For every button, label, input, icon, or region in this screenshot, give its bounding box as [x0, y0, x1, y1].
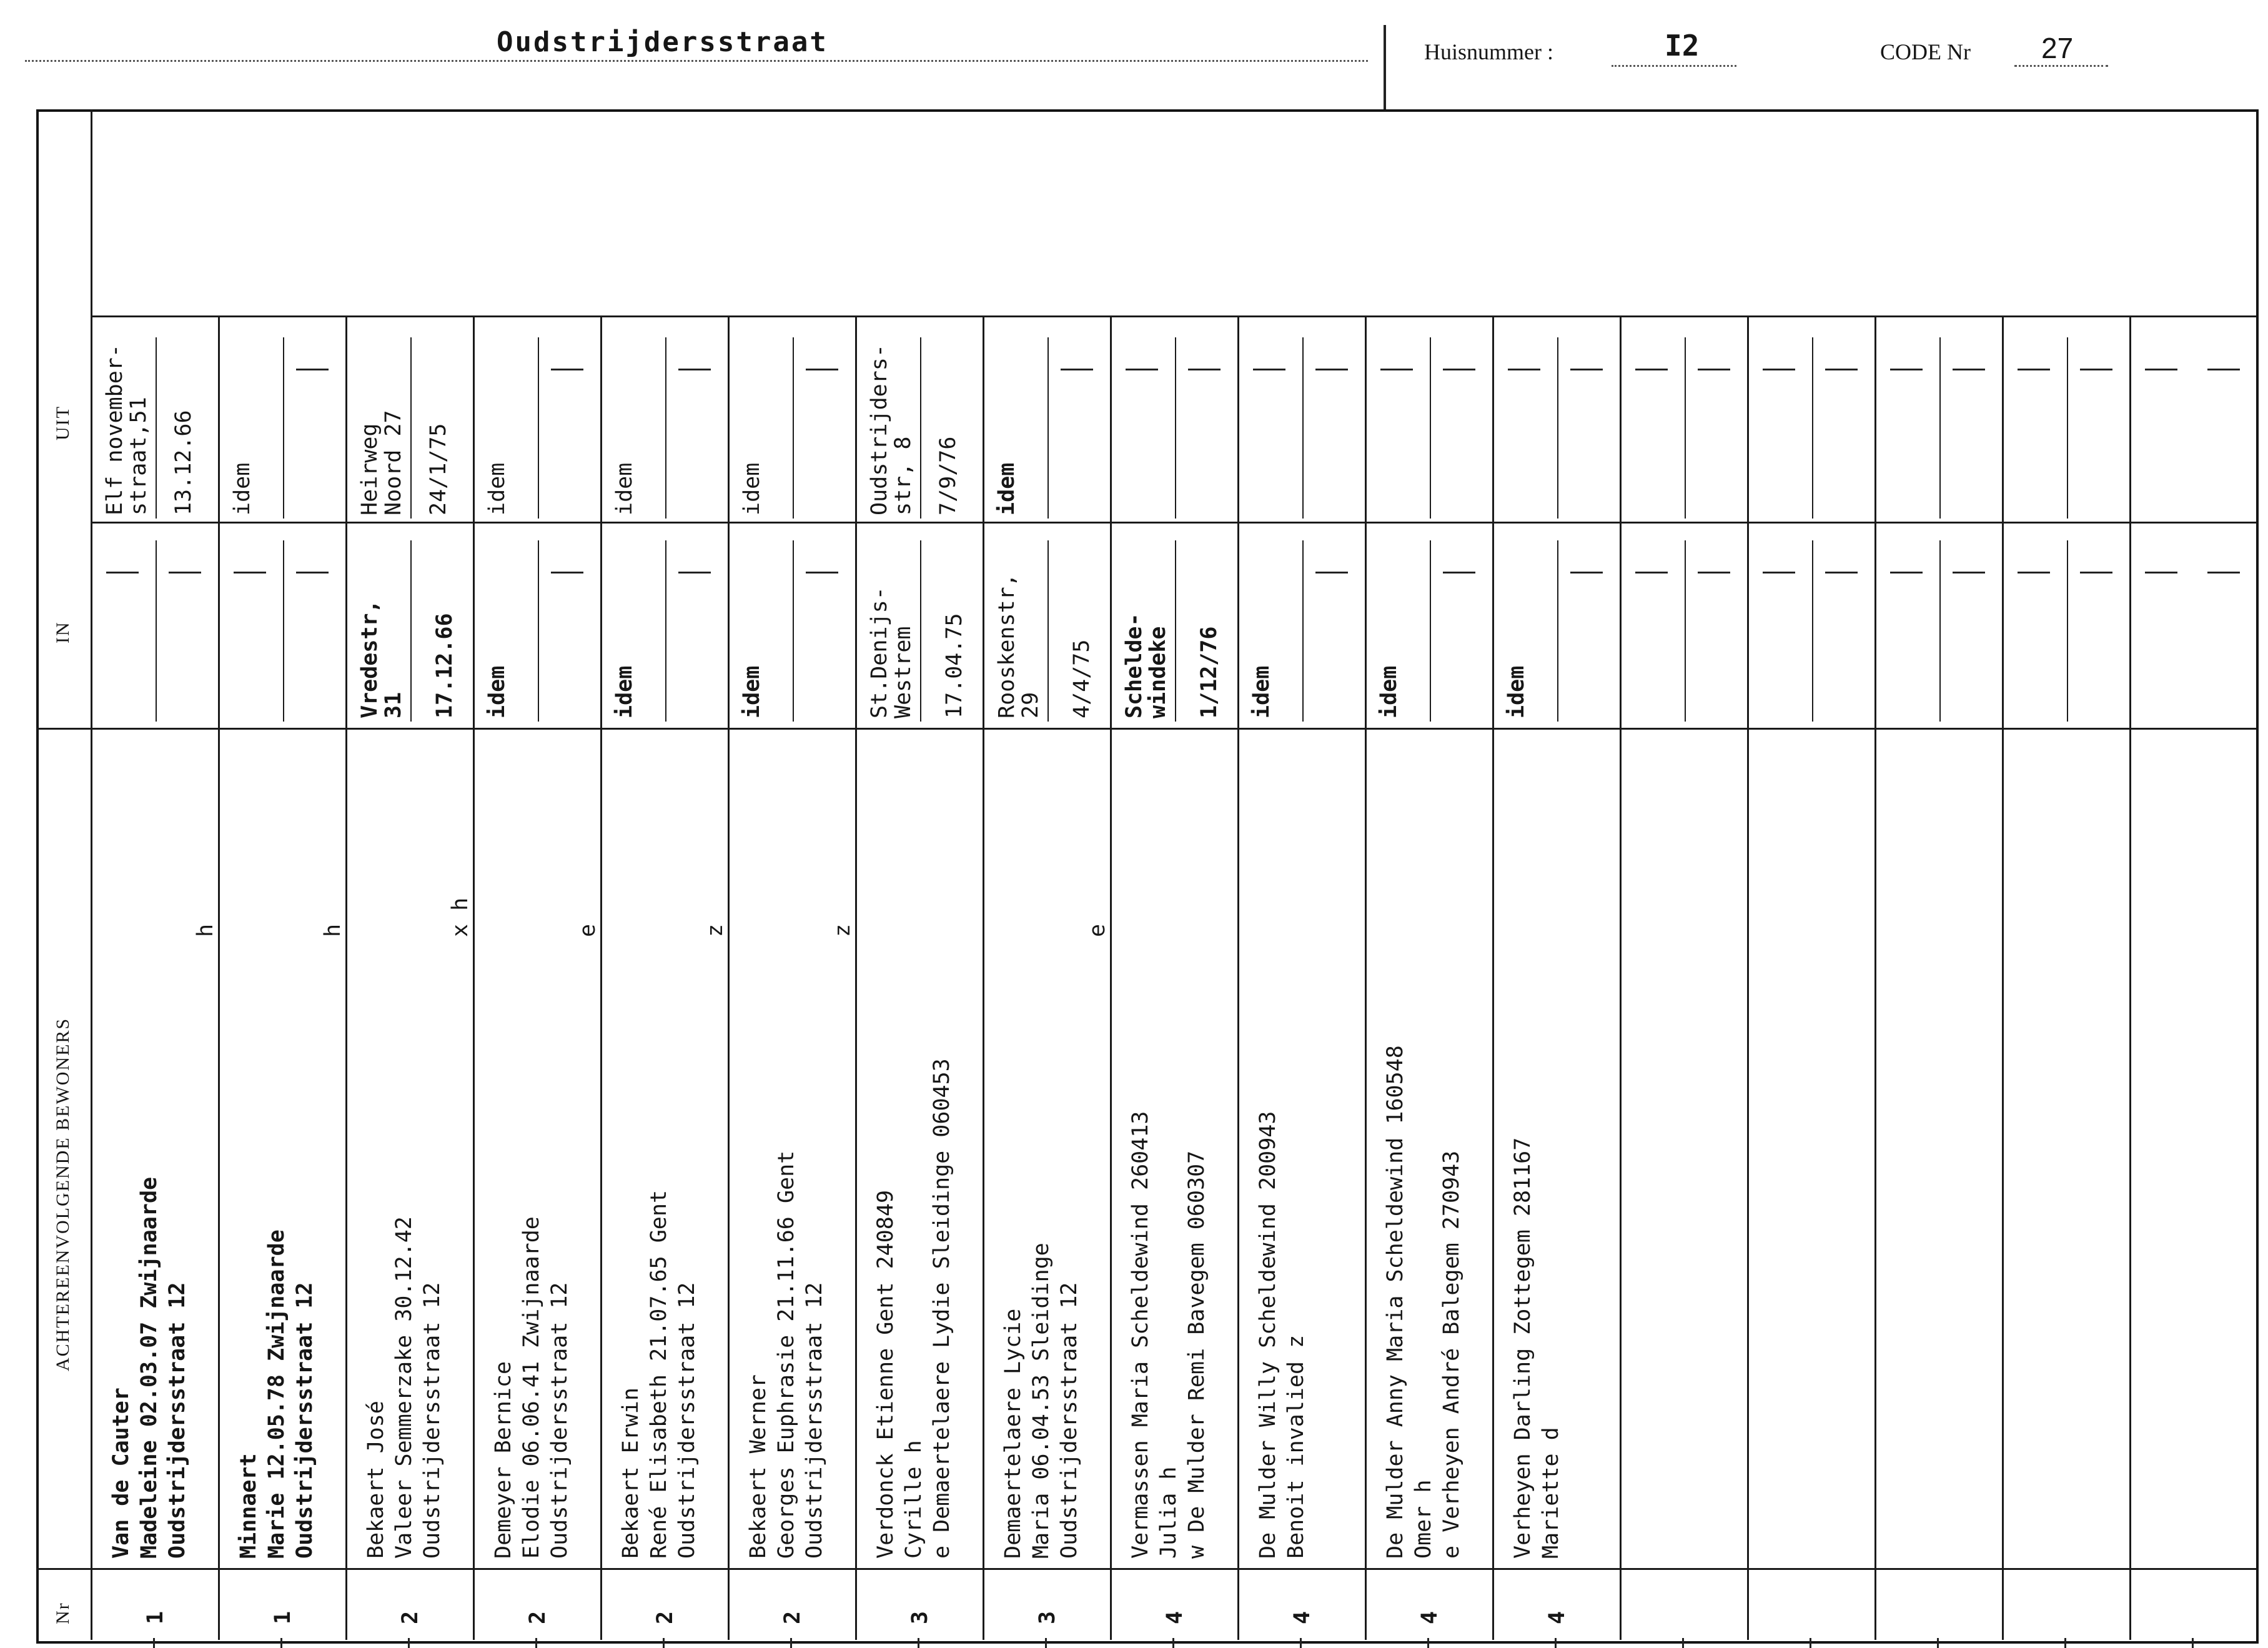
uit-address: str, 8: [891, 436, 916, 515]
subcolumn-divider: [1175, 540, 1176, 722]
row-number: 2: [780, 1611, 805, 1624]
row-number: 3: [908, 1611, 933, 1624]
empty-cell-dash: [806, 572, 838, 573]
label-nr: Nr: [52, 1602, 73, 1624]
resident-line: Verheyen Darling Zottegem 281167: [1510, 1137, 1535, 1559]
in-address: Schelde-: [1122, 613, 1147, 718]
in-date: 4/4/75: [1069, 639, 1094, 718]
empty-cell-dash: [2018, 369, 2050, 370]
uit-date: 7/9/76: [936, 436, 961, 515]
empty-cell-dash: [296, 572, 329, 573]
uit-address: idem: [740, 462, 765, 515]
subcolumn-divider: [2067, 337, 2068, 519]
uit-address: idem: [612, 462, 637, 515]
resident-marker: z: [703, 923, 728, 937]
empty-cell-dash: [1698, 369, 1730, 370]
resident-marker: h: [193, 923, 218, 937]
uit-address: Elf november-: [102, 344, 127, 515]
in-address: Vredestr,: [357, 600, 382, 718]
huisnummer-label: Huisnummer :: [1424, 39, 1553, 64]
empty-cell-dash: [551, 572, 583, 573]
bottom-tick: [790, 1638, 792, 1648]
resident-line: Maria 06.04.53 Sleidinge: [1029, 1243, 1054, 1559]
empty-cell-dash: [1698, 572, 1730, 573]
in-address: Westrem: [891, 626, 916, 718]
empty-cell-dash: [1443, 369, 1475, 370]
empty-cell-dash: [1380, 369, 1413, 370]
row-number: 4: [1290, 1611, 1315, 1624]
resident-line: Bekaert Werner: [746, 1374, 771, 1559]
code-dotted-line: [2014, 65, 2108, 67]
empty-cell-dash: [1570, 369, 1603, 370]
resident-line: Demaertelaere Lycie: [1001, 1308, 1026, 1559]
in-address: 31: [381, 692, 406, 718]
uit-address: idem: [230, 462, 255, 515]
empty-cell-dash: [1188, 369, 1221, 370]
in-address: idem: [485, 665, 510, 718]
subcolumn-divider: [1939, 337, 1941, 519]
in-address: Rooskenstr,: [994, 573, 1019, 718]
subcolumn-divider: [1175, 337, 1176, 519]
subcolumn-divider: [1302, 540, 1304, 722]
resident-line: Cyrille h: [901, 1440, 926, 1559]
resident-marker: e: [575, 923, 600, 937]
resident-line: Mariette d: [1538, 1427, 1563, 1559]
bottom-tick: [2064, 1638, 2066, 1648]
bottom-tick: [1300, 1638, 1302, 1648]
in-address: idem: [740, 665, 765, 718]
empty-cell-dash: [678, 572, 711, 573]
subcolumn-divider: [1685, 540, 1686, 722]
column-divider: [1874, 315, 1876, 1640]
subcolumn-divider: [1812, 540, 1813, 722]
in-address: St.Denijs-: [867, 587, 892, 718]
resident-line: Marie 12.05.78 Zwijnaarde: [264, 1229, 289, 1559]
in-address: idem: [1249, 665, 1274, 718]
street-dotted-line: [25, 60, 1368, 62]
row-number: 1: [143, 1611, 168, 1624]
uit-address: idem: [994, 462, 1019, 515]
resident-line: Elodie 06.06.41 Zwijnaarde: [519, 1216, 544, 1559]
header-separator: [1384, 25, 1386, 109]
resident-marker: z: [830, 923, 855, 937]
resident-line: Bekaert José: [364, 1401, 389, 1559]
empty-cell-dash: [2207, 572, 2240, 573]
subcolumn-divider: [1812, 337, 1813, 519]
empty-cell-dash: [1443, 572, 1475, 573]
empty-cell-dash: [1126, 369, 1158, 370]
label-bewoners: ACHTEREENVOLGENDE BEWONERS: [52, 1017, 73, 1371]
resident-marker: x h: [448, 897, 473, 937]
street-name: Oudstrijdersstraat: [497, 26, 828, 58]
subcolumn-divider: [1302, 337, 1304, 519]
column-divider: [473, 315, 475, 1640]
column-divider: [218, 315, 220, 1640]
resident-marker: e: [1085, 923, 1110, 937]
empty-cell-dash: [106, 572, 139, 573]
empty-cell-dash: [2080, 572, 2112, 573]
resident-line: Benoit invalied z: [1284, 1334, 1309, 1559]
subcolumn-divider: [283, 337, 284, 519]
resident-line: Madeleine 02.03.07 Zwijnaarde: [137, 1176, 162, 1559]
uit-address: straat,51: [126, 397, 151, 515]
subcolumn-divider: [156, 540, 157, 722]
resident-line: Oudstrijdersstraat 12: [1057, 1282, 1082, 1559]
resident-line: e Verheyen André Balegem 270943: [1439, 1150, 1464, 1559]
subcolumn-divider: [1685, 337, 1686, 519]
empty-cell-dash: [1825, 572, 1858, 573]
bottom-tick: [408, 1638, 410, 1648]
in-address: idem: [1377, 665, 1402, 718]
bottom-tick: [1937, 1638, 1939, 1648]
resident-line: Oudstrijdersstraat 12: [165, 1282, 190, 1559]
empty-cell-dash: [1508, 369, 1540, 370]
huisnummer-dotted-line: [1612, 65, 1736, 67]
label-uit: UIT: [52, 405, 73, 440]
resident-line: Van de Cauter: [109, 1387, 134, 1559]
bottom-tick: [535, 1638, 537, 1648]
column-divider: [1365, 315, 1367, 1640]
bottom-tick: [1682, 1638, 1684, 1648]
empty-cell-dash: [1763, 369, 1795, 370]
empty-cell-dash: [296, 369, 329, 370]
row-number: 2: [653, 1611, 678, 1624]
empty-cell-dash: [1890, 369, 1923, 370]
uit-date: 13.12.66: [171, 410, 196, 515]
bottom-tick: [153, 1638, 155, 1648]
empty-cell-dash: [1635, 572, 1668, 573]
bottom-tick: [280, 1638, 282, 1648]
empty-cell-dash: [2145, 572, 2177, 573]
row-number: 4: [1417, 1611, 1442, 1624]
bottom-tick: [1555, 1638, 1557, 1648]
bottom-tick: [1172, 1638, 1174, 1648]
subcolumn-divider: [538, 540, 539, 722]
empty-cell-dash: [1953, 572, 1985, 573]
code-label: CODE Nr: [1880, 39, 1971, 64]
subcolumn-divider: [283, 540, 284, 722]
row-number: 2: [525, 1611, 550, 1624]
in-address: windeke: [1146, 626, 1171, 718]
empty-cell-dash: [1061, 369, 1093, 370]
subcolumn-divider: [920, 337, 921, 519]
subcolumn-divider: [1939, 540, 1941, 722]
subcolumn-divider: [156, 337, 157, 519]
bottom-tick: [2192, 1638, 2194, 1648]
line-in-bewoners: [36, 728, 2256, 730]
subcolumn-divider: [410, 540, 412, 722]
subcolumn-divider: [1047, 337, 1049, 519]
row-number: 4: [1162, 1611, 1187, 1624]
empty-cell-dash: [1315, 572, 1348, 573]
resident-marker: h: [320, 923, 345, 937]
uit-address: Oudstrijders-: [867, 344, 892, 515]
column-divider: [600, 315, 602, 1640]
subcolumn-divider: [665, 337, 666, 519]
empty-cell-dash: [234, 572, 266, 573]
resident-line: Julia h: [1156, 1466, 1181, 1559]
column-divider: [983, 315, 984, 1640]
label-in: IN: [52, 621, 73, 643]
empty-cell-dash: [1315, 369, 1348, 370]
uit-address: Heirweg: [357, 423, 382, 515]
form-header: [0, 0, 2268, 109]
in-date: 17.04.75: [942, 613, 967, 718]
resident-line: De Mulder Anny Maria Scheldewind 160548: [1383, 1045, 1408, 1559]
column-divider: [1747, 315, 1749, 1640]
label-column-divider: [91, 109, 92, 1640]
resident-line: w De Mulder Remi Bavegem 060307: [1184, 1150, 1209, 1559]
subcolumn-divider: [1047, 540, 1049, 722]
subcolumn-divider: [793, 337, 794, 519]
subcolumn-divider: [410, 337, 412, 519]
row-number: 1: [270, 1611, 295, 1624]
row-number: 4: [1545, 1611, 1570, 1624]
resident-line: Omer h: [1411, 1479, 1436, 1559]
line-bewoners-nr: [36, 1568, 2256, 1570]
uit-address: Noord 27: [381, 410, 406, 515]
subcolumn-divider: [2067, 540, 2068, 722]
column-divider: [2129, 315, 2131, 1640]
code-value: 27: [2041, 32, 2074, 64]
resident-line: Oudstrijdersstraat 12: [675, 1282, 700, 1559]
empty-cell-dash: [2018, 572, 2050, 573]
in-address: idem: [1504, 665, 1529, 718]
row-number: 2: [398, 1611, 423, 1624]
bottom-tick: [663, 1638, 665, 1648]
column-divider: [855, 315, 857, 1640]
huisnummer-value: I2: [1665, 29, 1700, 62]
bottom-tick: [918, 1638, 919, 1648]
bottom-tick: [1810, 1638, 1811, 1648]
empty-cell-dash: [1570, 572, 1603, 573]
column-divider: [728, 315, 730, 1640]
subcolumn-divider: [1430, 337, 1431, 519]
empty-cell-dash: [678, 369, 711, 370]
subcolumn-divider: [1557, 337, 1558, 519]
resident-line: e Demaertelaere Lydie Sleidinge 060453: [929, 1058, 954, 1559]
empty-cell-dash: [1825, 369, 1858, 370]
resident-line: Verdonck Etienne Gent 240849: [873, 1189, 898, 1559]
resident-line: Oudstrijdersstraat 12: [547, 1282, 572, 1559]
resident-line: Oudstrijdersstraat 12: [292, 1282, 317, 1559]
subcolumn-divider: [1557, 540, 1558, 722]
line-uit-in: [91, 522, 2256, 524]
empty-cell-dash: [2145, 369, 2177, 370]
column-divider: [345, 315, 347, 1640]
subcolumn-divider: [665, 540, 666, 722]
resident-line: Demeyer Bernice: [491, 1361, 516, 1559]
empty-cell-dash: [551, 369, 583, 370]
uit-date: 24/1/75: [426, 423, 451, 515]
subcolumn-divider: [538, 337, 539, 519]
subcolumn-divider: [1430, 540, 1431, 722]
resident-line: Oudstrijdersstraat 12: [420, 1282, 445, 1559]
uit-address: idem: [485, 462, 510, 515]
resident-line: René Elisabeth 21.07.65 Gent: [646, 1189, 671, 1559]
resident-line: Georges Euphrasie 21.11.66 Gent: [774, 1150, 799, 1559]
empty-cell-dash: [1763, 572, 1795, 573]
resident-line: Valeer Semmerzake 30.12.42: [392, 1216, 417, 1559]
column-divider: [1620, 315, 1622, 1640]
bottom-tick: [1045, 1638, 1047, 1648]
empty-cell-dash: [169, 572, 201, 573]
column-divider: [1492, 315, 1494, 1640]
resident-line: Bekaert Erwin: [618, 1387, 643, 1559]
subcolumn-divider: [793, 540, 794, 722]
resident-line: Vermassen Maria Scheldewind 260413: [1128, 1111, 1153, 1559]
empty-cell-dash: [1635, 369, 1668, 370]
row-number: 3: [1035, 1611, 1060, 1624]
column-divider: [1110, 315, 1112, 1640]
column-divider: [2002, 315, 2004, 1640]
in-address: idem: [612, 665, 637, 718]
subcolumn-divider: [920, 540, 921, 722]
in-date: 1/12/76: [1197, 626, 1222, 718]
bottom-tick: [1427, 1638, 1429, 1648]
empty-cell-dash: [2207, 369, 2240, 370]
empty-cell-dash: [806, 369, 838, 370]
empty-cell-dash: [1253, 369, 1285, 370]
in-date: 17.12.66: [432, 613, 457, 718]
empty-cell-dash: [1890, 572, 1923, 573]
in-address: 29: [1018, 692, 1043, 718]
empty-cell-dash: [2080, 369, 2112, 370]
resident-line: De Mulder Willy Scheldewind 200943: [1255, 1111, 1280, 1559]
empty-cell-dash: [1953, 369, 1985, 370]
resident-line: Oudstrijdersstraat 12: [802, 1282, 827, 1559]
line-uit-top: [91, 315, 2256, 317]
column-divider: [1237, 315, 1239, 1640]
resident-line: Minnaert: [236, 1453, 261, 1559]
